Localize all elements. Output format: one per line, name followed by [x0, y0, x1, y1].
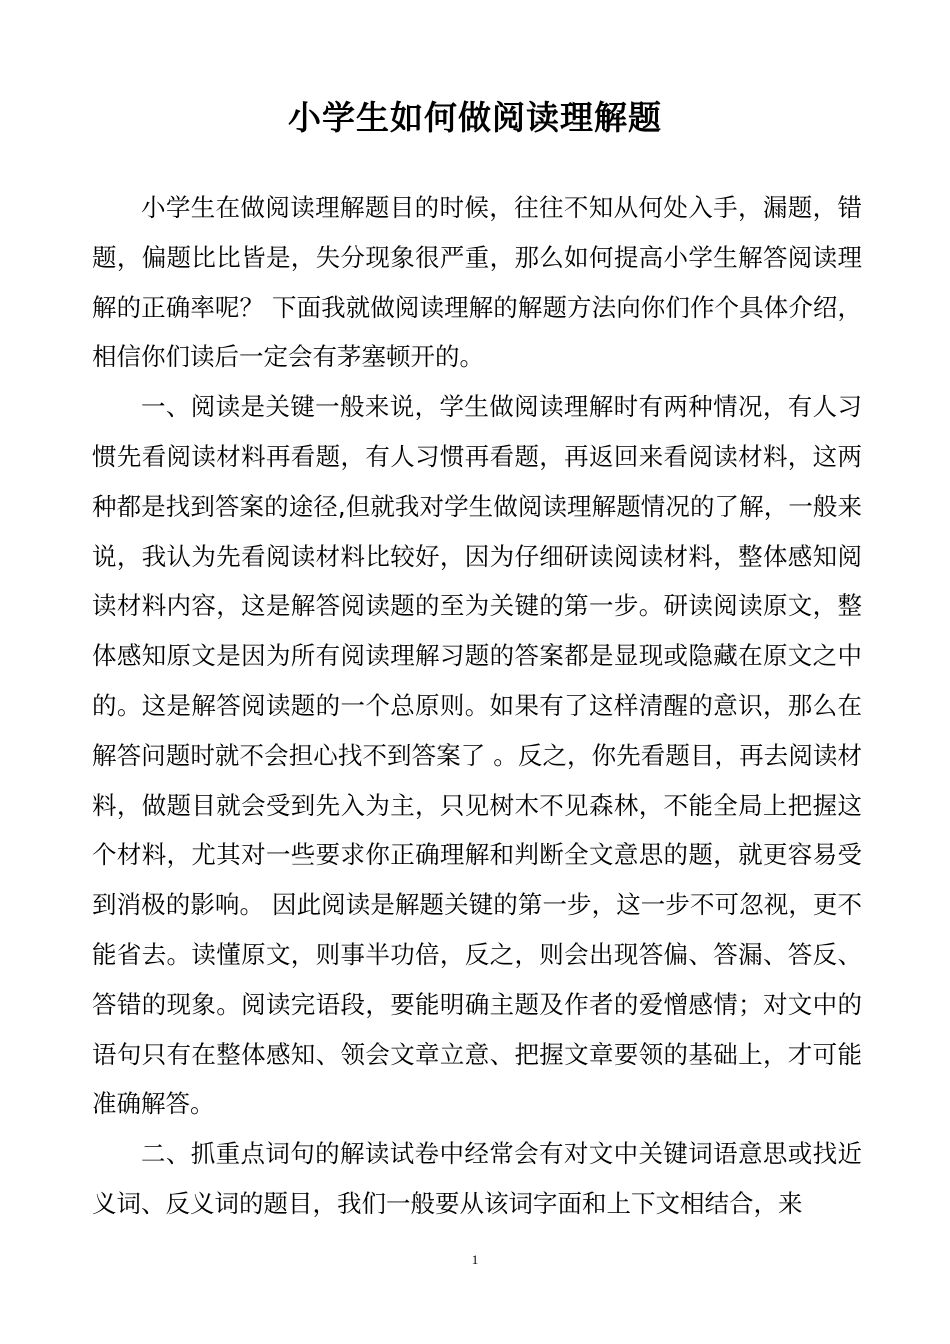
paragraph-section-two: 二、抓重点词句的解读试卷中经常会有对文中关键词语意思或找近义词、反义词的题目，我们一般要从该词字面和上下文相结合，来 [92, 1139, 862, 1218]
paragraph-intro: 小学生在做阅读理解题目的时候，往往不知从何处入手，漏题，错题，偏题比比皆是，失分现象很严重，那么如何提高小学生解答阅读理解的正确率呢？ 下面我就做阅读理解的解题方法向你们作个具体介绍，相信你们读后一定会有茅塞顿开的。 [92, 193, 862, 372]
document-title: 小学生如何做阅读理解题 [288, 98, 662, 137]
page-number: 1 [471, 1252, 479, 1267]
document-body [92, 183, 862, 1229]
paragraph-section-one: 一、阅读是关键一般来说，学生做阅读理解时有两种情况，有人习惯先看阅读材料再看题，有人习惯再看题，再返回来看阅读材料，这两种都是找到答案的途径,但就我对学生做阅读理解题情况的了解，一般来说，我认为先看阅读材料比较好，因为仔细研读阅读材料，整体感知阅读材料内容，这是解答阅读题的至为关键的第一步。研读阅读原文，整体感知原文是因为所有阅读理解习题的答案都是显现或隐藏在原文之中的。这是解答阅读题的一个总原则。如果有了这样清醒的意识，那么在解答问题时就不会担心找不到答案了 。反之，你先看题目，再去阅读材料，做题目就会受到先入为主，只见树木不见森林，不能全局上把握这个材料，尤其对一些要求你正确理解和判断全文意思的题，就更容易受到消极的影响。 因此阅读是解题关键的第一步，这一步不可忽视，更不能省去。读懂原文，则事半功倍，反之，则会出现答偏、答漏、答反、答错的现象。阅读完语段，要能明确主题及作者的爱憎感情；对文中的语句只有在整体感知、领会文章立意、把握文章要领的基础上，才可能准确解答。 [92, 392, 862, 1119]
